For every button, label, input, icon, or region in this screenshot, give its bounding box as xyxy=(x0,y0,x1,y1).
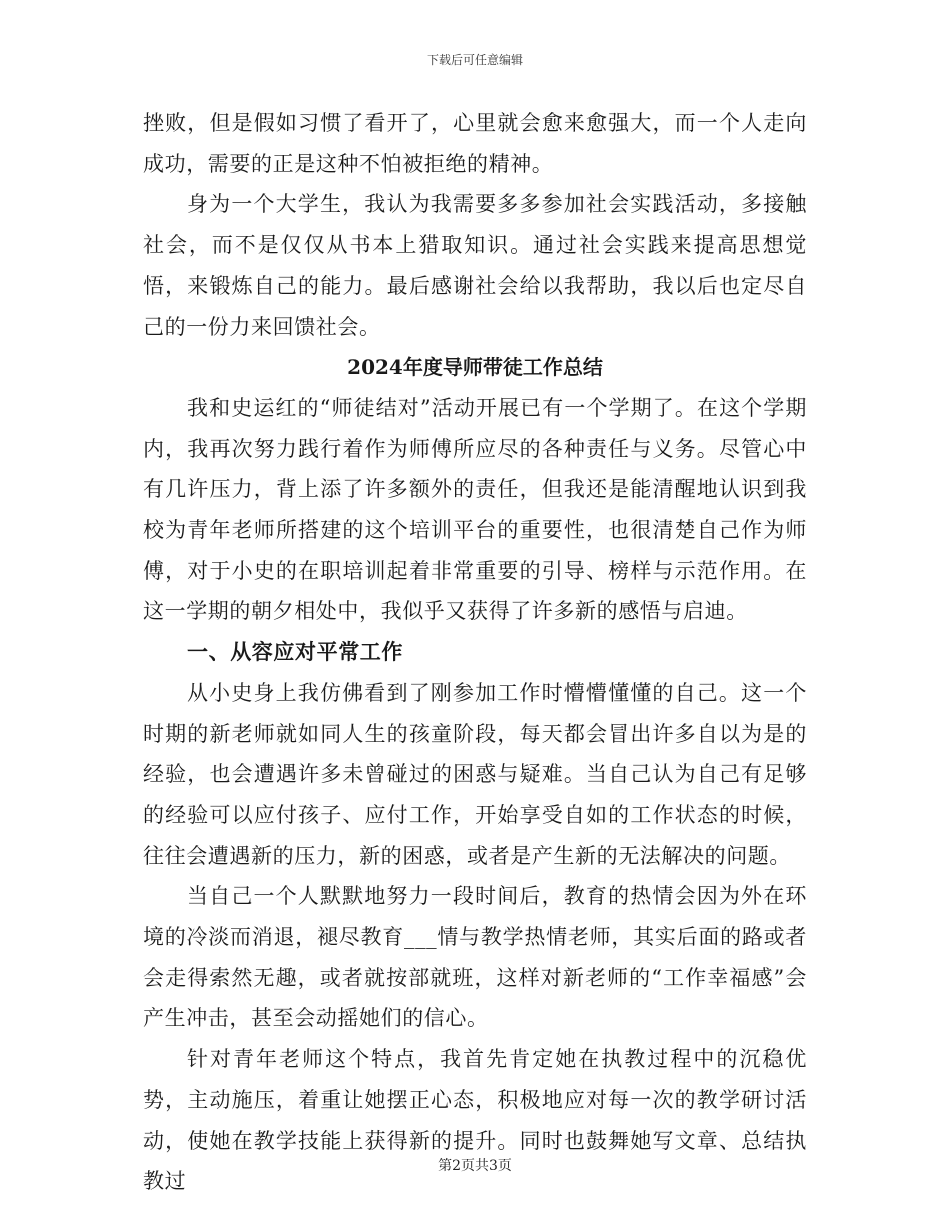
paragraph-approach: 针对青年老师这个特点，我首先肯定她在执教过程中的沉稳优势，主动施压，着重让她摆正心态，积极地应对每一次的教学研讨活动，使她在教学技能上获得新的提升。同时也鼓舞她写文章、总结执教过 xyxy=(143,1047,807,1194)
page-footer: 第2页共3页 xyxy=(438,1158,512,1174)
paragraph-intro: 我和史运红的“师徒结对”活动开展已有一个学期了。在这个学期内，我再次努力践行着作为师傅所应尽的各种责任与义务。尽管心中有几许压力，背上添了许多额外的责任，但我还是能清醒地认识到我校为青年老师所搭建的这个培训平台的重要性，也很清楚自己作为师傅，对于小史的在职培训起着非常重要的引导、榜样与示范作用。在这一学期的朝夕相处中，我似乎又获得了许多新的感悟与启迪。 xyxy=(143,395,807,624)
paragraph-enthusiasm: 当自己一个人默默地努力一段时间后，教育的热情会因为外在环境的冷淡而消退，褪尽教育___情与教学热情老师，其实后面的路或者会走得索然无趣，或者就按部就班，这样对新老师的“工作幸福感”会产生冲击，甚至会动摇她们的信心。 xyxy=(143,884,807,1031)
document-body xyxy=(143,103,807,1202)
paragraph-new-teacher: 从小史身上我仿佛看到了刚参加工作时懵懵懂懂的自己。这一个时期的新老师就如同人生的孩童阶段，每天都会冒出许多自以为是的经验，也会遭遇许多未曾碰过的困惑与疑难。当自己认为自己有足够的经验可以应付孩子、应付工作，开始享受自如的工作状态的时候，往往会遭遇新的压力，新的困惑，或者是产生新的无法解决的问题。 xyxy=(143,680,807,868)
page-header: 下载后可任意编辑 xyxy=(426,53,523,67)
paragraph-social-practice: 身为一个大学生，我认为我需要多多参加社会实践活动，多接触社会，而不是仅仅从书本上猎取知识。通过社会实践来提高思想觉悟，来锻炼自己的能力。最后感谢社会给以我帮助，我以后也定尽自己的一份力来回馈社会。 xyxy=(143,192,807,339)
document-title: 2024年度导师带徒工作总结 xyxy=(347,355,603,380)
section-heading-1: 一、从容应对平常工作 xyxy=(187,639,403,665)
paragraph-continued: 挫败，但是假如习惯了看开了，心里就会愈来愈强大，而一个人走向成功，需要的正是这种不怕被拒绝的精神。 xyxy=(143,111,807,176)
